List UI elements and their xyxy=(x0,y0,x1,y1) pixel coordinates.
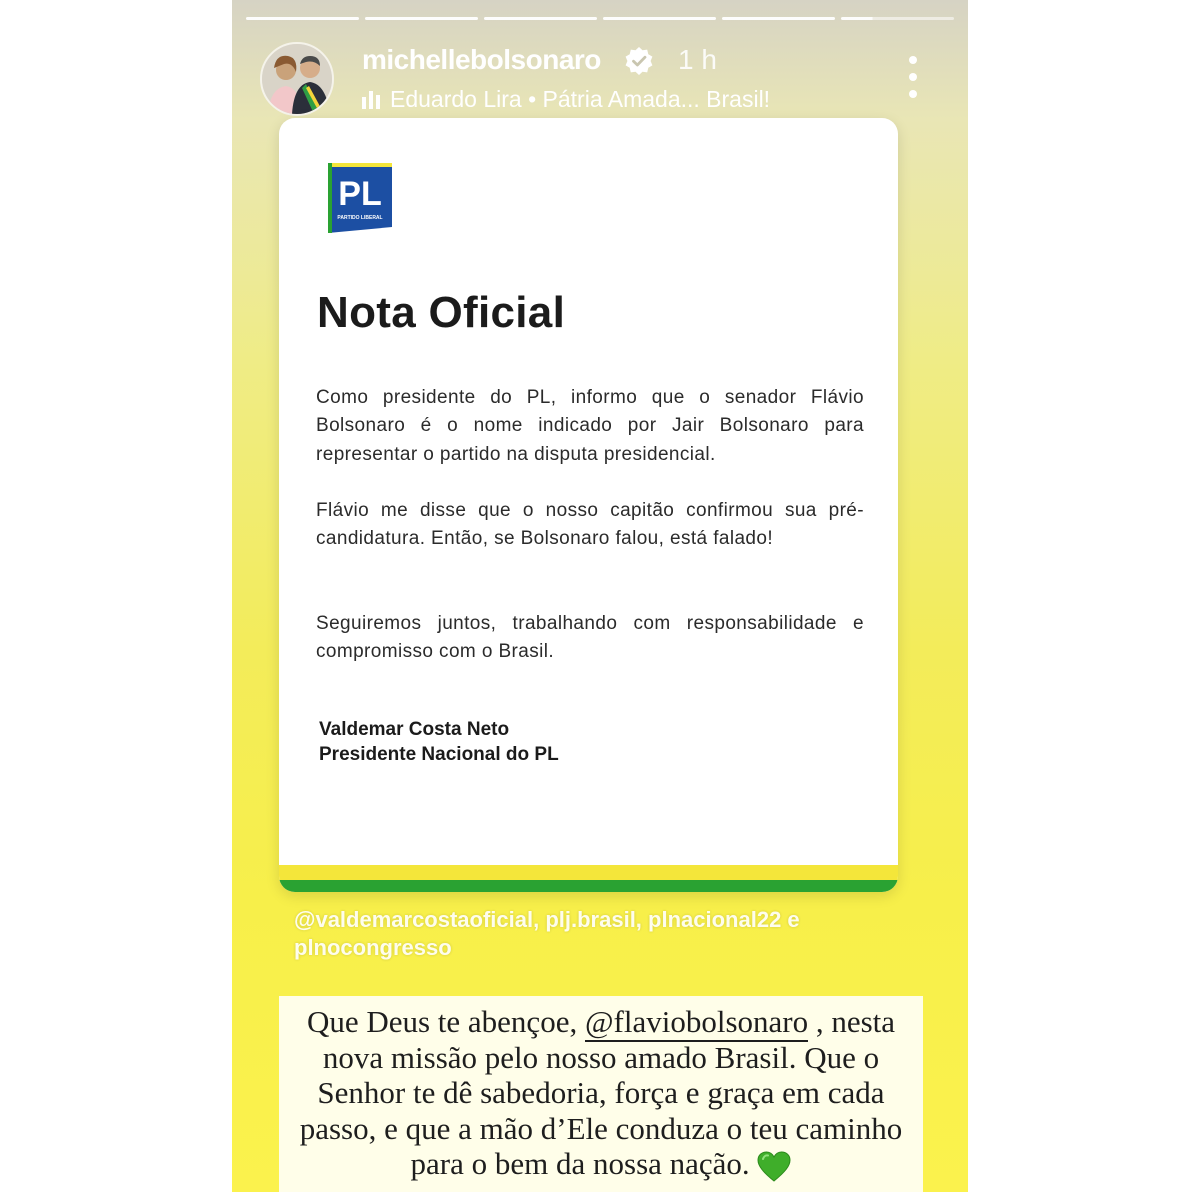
note-title: Nota Oficial xyxy=(317,288,566,337)
note-paragraph-3: Seguiremos juntos, trabalhando com responsabilidade e compromisso com o Brasil. xyxy=(316,613,864,663)
note-paragraph-2: Flávio me disse que o nosso capitão confirmou sua pré-candidatura. Então, se Bolsonaro falou, está falado! xyxy=(316,500,864,550)
verified-badge-icon xyxy=(624,46,654,76)
progress-segment xyxy=(722,17,835,20)
caption-mention-link[interactable]: @flaviobolsonaro xyxy=(585,1004,808,1042)
story-username[interactable]: michellebolsonaro xyxy=(362,44,601,75)
note-signature xyxy=(319,718,559,767)
green-heart-icon xyxy=(757,1151,791,1183)
music-bars-icon xyxy=(362,91,380,109)
signature-role: Presidente Nacional do PL xyxy=(319,743,559,765)
music-track-label: Eduardo Lira • Pátria Amada... Brasil! xyxy=(390,86,771,112)
progress-segment-current xyxy=(841,17,954,20)
story-viewer[interactable] xyxy=(232,0,968,1192)
story-music[interactable] xyxy=(362,86,770,113)
story-caption-box xyxy=(279,996,923,1192)
official-note-card xyxy=(279,118,898,892)
story-progress-bar xyxy=(246,17,954,21)
tagged-accounts[interactable]: @valdemarcostaoficial, plj.brasil, plnacional22 e plnocongresso xyxy=(294,907,800,960)
yellow-stripe xyxy=(279,865,898,880)
pl-logo-text: PL xyxy=(338,175,382,213)
progress-segment xyxy=(484,17,597,20)
progress-segment xyxy=(365,17,478,20)
more-options-icon[interactable] xyxy=(907,56,919,98)
story-caption-text xyxy=(285,1004,917,1183)
progress-segment xyxy=(246,17,359,20)
caption-text-after: , nesta nova missão pelo nosso amado Brasil. Que o Senhor te dê sabedoria, força e graça em cada passo, e que a mão d’Ele conduza o teu caminho para o bem da nossa nação. xyxy=(299,1004,903,1181)
progress-segment xyxy=(603,17,716,20)
avatar-photo-icon xyxy=(262,44,332,114)
green-stripe xyxy=(279,880,898,892)
story-timestamp: 1 h xyxy=(678,44,717,75)
pl-party-logo xyxy=(328,163,392,233)
caption-text-before: Que Deus te abençoe, xyxy=(306,1004,585,1039)
note-paragraph-1: Como presidente do PL, informo que o senador Flávio Bolsonaro é o nome indicado por Jair Bolsonaro para representar o partido na disputa presidencial. xyxy=(316,387,864,465)
pl-logo-subtext: PARTIDO LIBERAL xyxy=(337,215,383,221)
signature-name: Valdemar Costa Neto xyxy=(319,719,510,740)
avatar[interactable] xyxy=(260,42,334,116)
